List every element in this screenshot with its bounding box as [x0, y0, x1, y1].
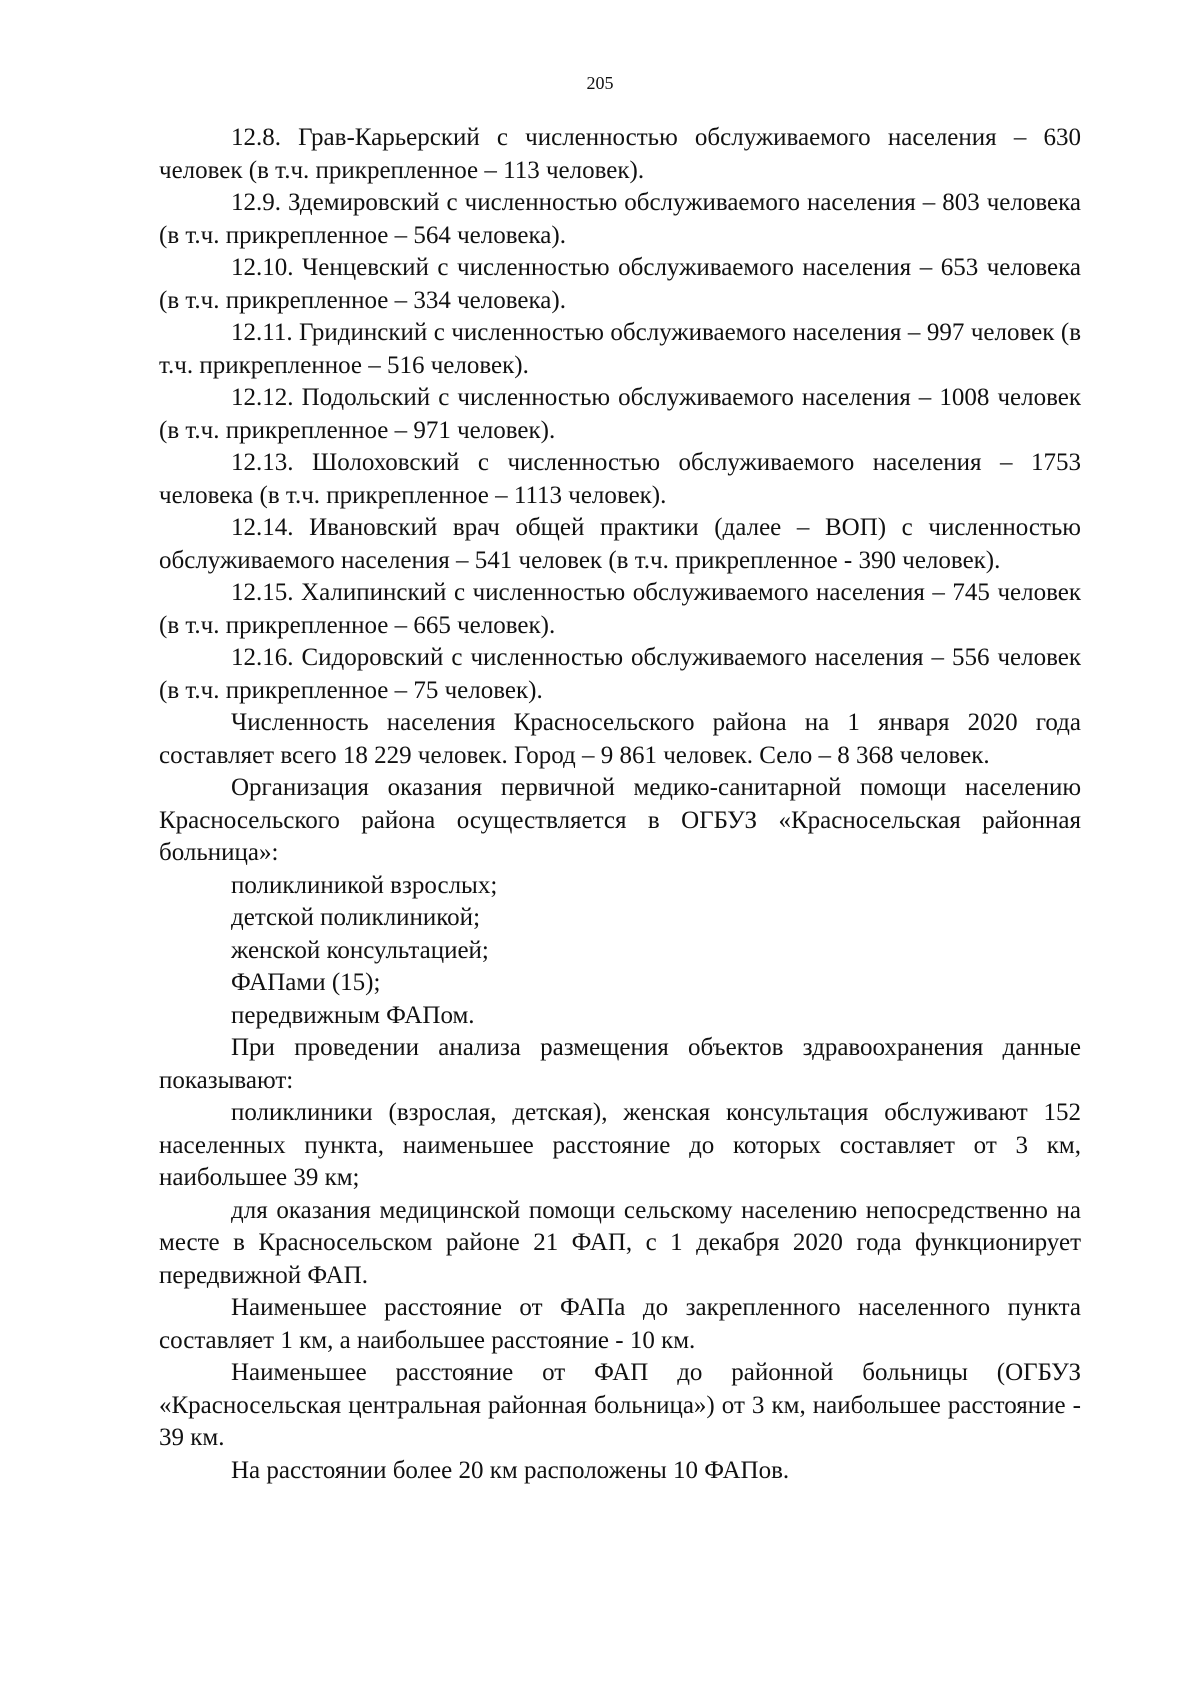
paragraph-population-total: Численность населения Красносельского района на 1 января 2020 года составляет всего 18 229 человек. Город – 9 861 человек. Село – 8 368 человек. — [159, 709, 1081, 769]
paragraph-primary-care-organization: Организация оказания первичной медико-санитарной помощи населению Красносельского района осуществляется в ОГБУЗ «Красносельская районная больница»: — [159, 774, 1081, 866]
paragraph-fap-sidorovskiy: 12.16. Сидоровский с численностью обслуживаемого населения – 556 человек (в т.ч. прикрепленное – 75 человек). — [159, 644, 1081, 704]
paragraph-fap-khalipinskiy: 12.15. Халипинский с численностью обслуживаемого населения – 745 человек (в т.ч. прикрепленное – 665 человек). — [159, 579, 1081, 639]
paragraph-fap-grav-karyerskiy: 12.8. Грав-Карьерский с численностью обслуживаемого населения – 630 человек (в т.ч. прикрепленное – 113 человек). — [159, 124, 1081, 184]
paragraph-fap-podolskiy: 12.12. Подольский с численностью обслуживаемого населения – 1008 человек (в т.ч. прикрепленное – 971 человек). — [159, 384, 1081, 444]
paragraph-fap-sholokhovskiy: 12.13. Шолоховский с численностью обслуживаемого населения – 1753 человека (в т.ч. прикрепленное – 1113 человек). — [159, 449, 1081, 509]
paragraph-remote-faps: На расстоянии более 20 км расположены 10 ФАПов. — [231, 1456, 790, 1484]
paragraph-fap-chentsevskiy: 12.10. Ченцевский с численностью обслуживаемого населения – 653 человека (в т.ч. прикрепленное – 334 человека). — [159, 254, 1081, 314]
paragraph-vop-ivanovskiy: 12.14. Ивановский врач общей практики (далее – ВОП) с численностью обслуживаемого населения – 541 человек (в т.ч. прикрепленное - 390 человек). — [159, 514, 1081, 574]
list-item-women-consultation: женской консультацией; — [231, 936, 489, 964]
list-item-faps: ФАПами (15); — [231, 969, 381, 996]
paragraph-analysis-intro: При проведении анализа размещения объектов здравоохранения данные показывают: — [159, 1034, 1081, 1094]
document-body — [159, 122, 1081, 1487]
paragraph-fap-zdemirovskiy: 12.9. Здемировский с численностью обслуживаемого населения – 803 человека (в т.ч. прикрепленное – 564 человека). — [159, 189, 1081, 249]
paragraph-fap-distance: Наименьшее расстояние от ФАПа до закрепленного населенного пункта составляет 1 км, а наибольшее расстояние - 10 км. — [159, 1294, 1081, 1354]
list-item-adult-clinic: поликлиникой взрослых; — [231, 871, 498, 899]
list-item-children-clinic: детской поликлиникой; — [231, 904, 481, 931]
paragraph-hospital-distance: Наименьшее расстояние от ФАП до районной больницы (ОГБУЗ «Красносельская центральная районная больница») от 3 км, наибольшее расстояние - 39 км. — [159, 1359, 1081, 1451]
paragraph-rural-care: для оказания медицинской помощи сельскому населению непосредственно на месте в Красносельском районе 21 ФАП, с 1 декабря 2020 года функционирует передвижной ФАП. — [159, 1196, 1081, 1289]
list-item-mobile-fap: передвижным ФАПом. — [231, 1001, 475, 1029]
page-number: 205 — [586, 73, 614, 93]
paragraph-fap-gridinskiy: 12.11. Гридинский с численностью обслуживаемого населения – 997 человек (в т.ч. прикрепленное – 516 человек). — [159, 319, 1081, 379]
paragraph-clinics-coverage: поликлиники (взрослая, детская), женская консультация обслуживают 152 населенных пункта, наименьшее расстояние до которых составляет от 3 км, наибольшее 39 км; — [159, 1099, 1081, 1191]
